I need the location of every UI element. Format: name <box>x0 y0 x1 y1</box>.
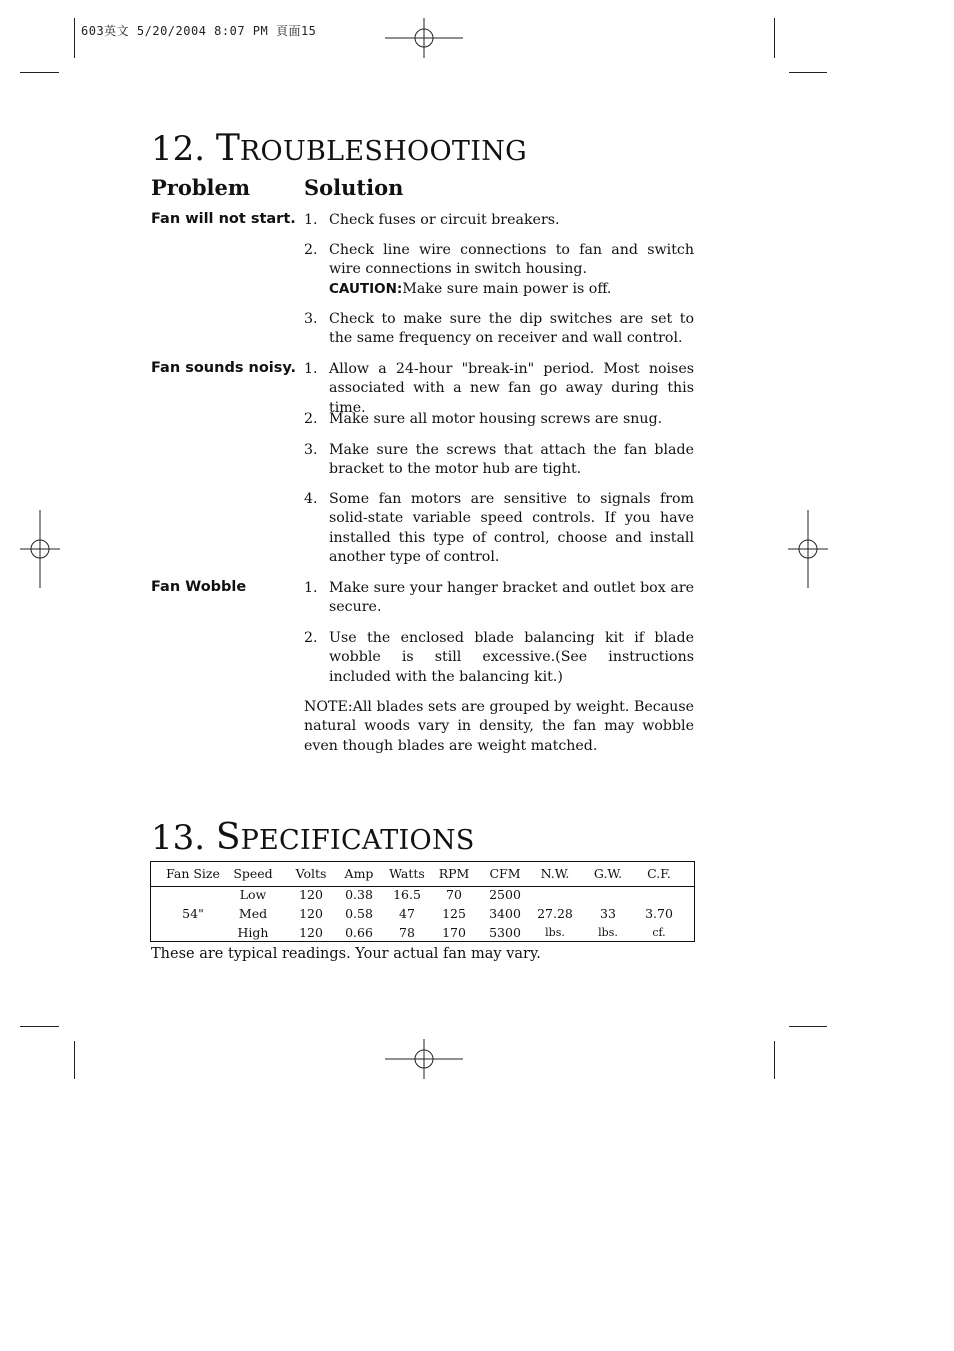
caution-label: CAUTION: <box>329 280 403 297</box>
solution-step <box>304 441 694 480</box>
step-text: Use the enclosed blade balancing kit if blade wobble is still excessive.(See instructions included with the balancing kit.) <box>329 630 694 685</box>
table-cell: 120 <box>299 925 323 940</box>
gw-unit: lbs. <box>598 926 618 939</box>
table-cell: 78 <box>399 925 415 940</box>
gw-value: 33 <box>600 906 616 921</box>
step-text: Make sure the screws that attach the fan blade bracket to the motor hub are tight. <box>329 442 694 478</box>
crop-mark <box>20 72 59 73</box>
troubleshooting-title <box>151 128 527 169</box>
table-cell: 70 <box>446 887 462 902</box>
problem-label: Fan Wobble <box>151 579 247 595</box>
table-header: CFM <box>489 866 521 881</box>
registration-mark-icon <box>788 510 828 588</box>
solution-step <box>304 211 694 230</box>
printer-slug: 603英文 5/20/2004 8:07 PM 頁面15 <box>81 24 317 38</box>
table-header: RPM <box>438 866 470 881</box>
table-header: Fan Size <box>166 866 220 881</box>
step-number: 1. <box>304 361 318 377</box>
step-number: 2. <box>304 411 318 427</box>
step-number: 1. <box>304 212 318 228</box>
specifications-table <box>150 861 695 942</box>
step-number: 1. <box>304 580 318 596</box>
step-text: Allow a 24-hour "break-in" period. Most noises associated with a new fan go away during this time. <box>329 361 694 416</box>
section-number: 13. <box>151 818 206 858</box>
caution-text: Make sure main power is off. <box>402 280 612 297</box>
table-cell: 0.66 <box>345 925 373 940</box>
table-cell: 120 <box>299 906 323 921</box>
step-text: Check line wire connections to fan and switch wire connections in switch housing. <box>329 242 694 278</box>
crop-mark <box>20 1026 59 1027</box>
registration-mark-icon <box>385 1039 463 1079</box>
table-header: C.F. <box>647 866 671 881</box>
solution-step <box>304 310 694 349</box>
table-header: G.W. <box>593 866 623 881</box>
table-cell: 0.58 <box>345 906 373 921</box>
table-cell: 5300 <box>489 925 521 940</box>
table-header: N.W. <box>540 866 570 881</box>
fan-size-value: 54" <box>182 906 204 921</box>
solution-step <box>304 410 694 429</box>
step-text: Some fan motors are sensitive to signals from solid-state variable speed controls. If you have installed this type of control, choose and install another type of control. <box>329 491 694 565</box>
table-header: Speed <box>233 866 273 881</box>
solution-header: Solution <box>304 175 404 200</box>
table-cell: Med <box>238 906 268 921</box>
table-cell: 170 <box>442 925 466 940</box>
step-number: 2. <box>304 242 318 258</box>
step-number: 4. <box>304 491 318 507</box>
table-header-divider <box>151 886 694 887</box>
step-text: Make sure all motor housing screws are snug. <box>329 411 663 427</box>
table-cell: 2500 <box>489 887 521 902</box>
table-header: Amp <box>344 866 374 881</box>
crop-mark <box>789 72 827 73</box>
crop-mark <box>789 1026 827 1027</box>
table-cell: 16.5 <box>393 887 421 902</box>
solution-step <box>304 490 694 567</box>
cf-value: 3.70 <box>645 906 673 921</box>
step-text: Check fuses or circuit breakers. <box>329 212 560 228</box>
problem-label: Fan will not start. <box>151 211 296 227</box>
title-rest: ROUBLESHOOTING <box>239 136 527 167</box>
step-number: 3. <box>304 311 318 327</box>
step-text: Check to make sure the dip switches are set to the same frequency on receiver and wall control. <box>329 311 694 347</box>
typical-readings-note: These are typical readings. Your actual fan may vary. <box>151 946 541 962</box>
title-initial: T <box>215 128 240 169</box>
step-number: 2. <box>304 630 318 646</box>
step-number: 3. <box>304 442 318 458</box>
table-cell: 120 <box>299 887 323 902</box>
title-rest: PECIFICATIONS <box>240 825 475 856</box>
section-number: 12. <box>151 129 206 169</box>
problem-label: Fan sounds noisy. <box>151 360 297 376</box>
weight-note: NOTE:All blades sets are grouped by weight. Because natural woods vary in density, the fan may wobble even though blades are weight matched. <box>304 699 694 754</box>
crop-mark <box>774 18 775 58</box>
step-text: Make sure your hanger bracket and outlet box are secure. <box>329 580 694 616</box>
solution-step <box>304 579 694 618</box>
table-header: Watts <box>389 866 425 881</box>
table-cell: 0.38 <box>345 887 373 902</box>
table-cell: High <box>237 925 269 940</box>
table-cell: 47 <box>399 906 415 921</box>
specifications-title <box>151 817 475 858</box>
table-cell: 125 <box>442 906 466 921</box>
table-header: Volts <box>295 866 327 881</box>
crop-mark <box>774 1041 775 1079</box>
registration-mark-icon <box>385 18 463 58</box>
problem-header: Problem <box>151 175 251 200</box>
nw-value: 27.28 <box>537 906 573 921</box>
registration-mark-icon <box>20 510 60 588</box>
solution-step <box>304 629 694 687</box>
nw-unit: lbs. <box>545 926 565 939</box>
title-initial: S <box>215 817 241 858</box>
cf-unit: cf. <box>652 926 666 939</box>
crop-mark <box>74 1041 75 1079</box>
table-cell: Low <box>239 887 267 902</box>
solution-step <box>304 241 694 299</box>
crop-mark <box>74 18 75 58</box>
table-cell: 3400 <box>489 906 521 921</box>
caution-line <box>329 280 694 299</box>
